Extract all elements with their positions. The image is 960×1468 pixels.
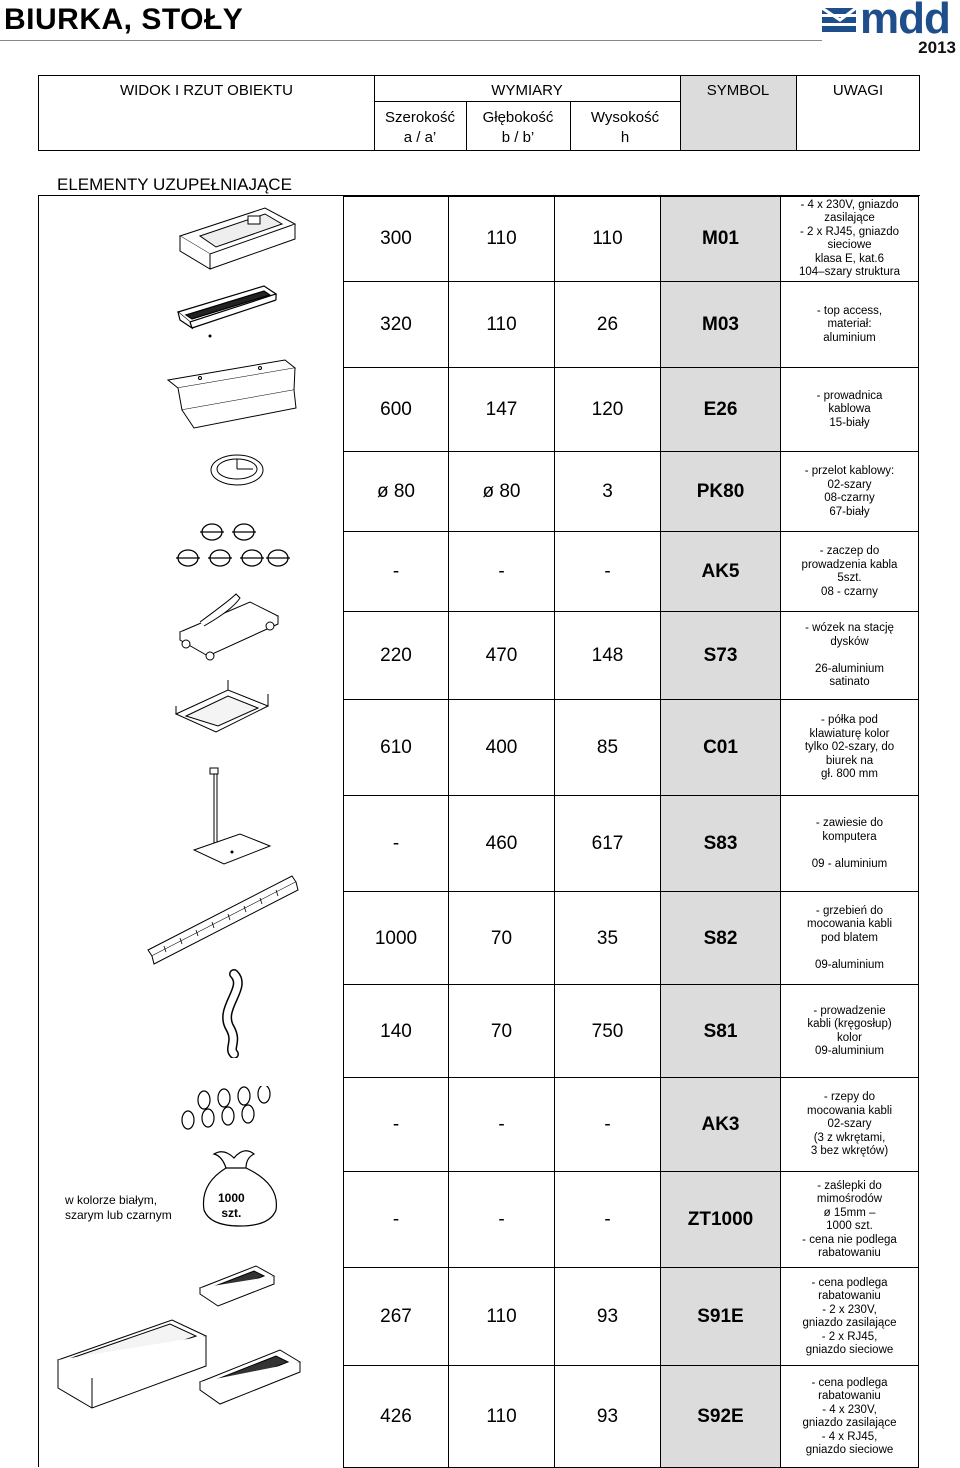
depth-cell: 470	[449, 612, 555, 700]
height-cell: -	[555, 532, 661, 612]
depth-cell: ø 80	[449, 452, 555, 532]
symbol-cell: S91E	[661, 1268, 781, 1366]
notes-cell: - zaczep do prowadzenia kabla 5szt. 08 - czarny	[781, 532, 919, 612]
s82-cable-comb-drawing	[144, 872, 300, 968]
notes-cell: - top access, materiał: aluminium	[781, 282, 919, 368]
width-cell: 426	[343, 1366, 449, 1468]
product-row	[343, 452, 919, 532]
logo-text: mdd	[860, 0, 950, 43]
symbol-cell: S92E	[661, 1366, 781, 1468]
height-cell: 750	[555, 985, 661, 1078]
width-cell: 610	[343, 700, 449, 796]
section-label: ELEMENTY UZUPEŁNIAJĄCE	[57, 175, 292, 194]
symbol-cell: S81	[661, 985, 781, 1078]
zt1000-color-note: w kolorze białym, szarym lub czarnym	[65, 1193, 172, 1222]
header-depth-label: Głębokość	[482, 109, 554, 126]
width-cell: 300	[343, 196, 449, 282]
s73-cpu-cart-drawing	[170, 592, 282, 664]
depth-cell: 110	[449, 282, 555, 368]
product-row	[343, 892, 919, 985]
depth-cell: 460	[449, 796, 555, 892]
symbol-cell: S82	[661, 892, 781, 985]
notes-cell: - cena podlega rabatowaniu - 2 x 230V, gniazdo zasilające - 2 x RJ45, gniazdo sieciowe	[781, 1268, 919, 1366]
product-row	[343, 1268, 919, 1366]
header-width-sub: a / a’	[403, 129, 437, 146]
symbol-cell: E26	[661, 368, 781, 452]
height-cell: 148	[555, 612, 661, 700]
logo-year: 2013	[918, 38, 956, 57]
symbol-cell: AK3	[661, 1078, 781, 1172]
product-row	[343, 700, 919, 796]
product-row	[343, 532, 919, 612]
header-width-label: Szerokość	[384, 109, 456, 126]
notes-cell: - wózek na stację dysków 26-aluminium satinato	[781, 612, 919, 700]
depth-cell: 110	[449, 1268, 555, 1366]
height-cell: 3	[555, 452, 661, 532]
width-cell: 1000	[343, 892, 449, 985]
header-table	[38, 75, 920, 151]
height-cell: 110	[555, 196, 661, 282]
page-title: BIURKA, STOŁY	[4, 3, 244, 36]
symbol-cell: M03	[661, 282, 781, 368]
m01-socket-box-drawing	[170, 196, 300, 276]
header-symbol: SYMBOL	[706, 82, 770, 99]
ak5-clip-drawing	[172, 518, 292, 574]
notes-cell: - prowadnica kablowa 15-biały	[781, 368, 919, 452]
depth-cell: 110	[449, 1366, 555, 1468]
width-cell: 267	[343, 1268, 449, 1366]
product-row	[343, 1078, 919, 1172]
notes-cell: - prowadzenie kabli (kręgosłup) kolor 09-aluminium	[781, 985, 919, 1078]
header-depth-sub: b / b’	[501, 129, 535, 146]
depth-cell: -	[449, 1078, 555, 1172]
table-left-border	[38, 195, 39, 1467]
width-cell: -	[343, 1172, 449, 1268]
height-cell: 93	[555, 1366, 661, 1468]
width-cell: 600	[343, 368, 449, 452]
height-cell: -	[555, 1078, 661, 1172]
zt1000-qty-label: 1000 szt.	[218, 1191, 245, 1220]
symbol-cell: C01	[661, 700, 781, 796]
m03-top-access-drawing	[172, 282, 302, 344]
notes-cell: - przelot kablowy: 02-szary 08-czarny 67-biały	[781, 452, 919, 532]
notes-cell: - półka pod klawiaturę kolor tylko 02-szary, do biurek na gł. 800 mm	[781, 700, 919, 796]
width-cell: 320	[343, 282, 449, 368]
product-row	[343, 368, 919, 452]
width-cell: 220	[343, 612, 449, 700]
pk80-grommet-drawing	[208, 452, 266, 492]
depth-cell: -	[449, 1172, 555, 1268]
depth-cell: -	[449, 532, 555, 612]
logo-mark-icon	[820, 4, 860, 44]
width-cell: -	[343, 1078, 449, 1172]
depth-cell: 147	[449, 368, 555, 452]
symbol-cell: PK80	[661, 452, 781, 532]
header-height-label: Wysokość	[590, 109, 660, 126]
s81-cable-spine-drawing	[208, 968, 262, 1058]
product-row	[343, 282, 919, 368]
width-cell: ø 80	[343, 452, 449, 532]
product-row	[343, 985, 919, 1078]
product-row	[343, 196, 919, 282]
notes-cell: - cena podlega rabatowaniu - 4 x 230V, gniazdo zasilające - 4 x RJ45, gniazdo sieciowe	[781, 1366, 919, 1468]
product-row	[343, 612, 919, 700]
symbol-cell: M01	[661, 196, 781, 282]
height-cell: 85	[555, 700, 661, 796]
notes-cell: - zaślepki do mimośrodów ø 15mm – 1000 szt. - cena nie podlega rabatowaniu	[781, 1172, 919, 1268]
notes-cell: - rzepy do mocowania kabli 02-szary (3 z wkrętami, 3 bez wkrętów)	[781, 1078, 919, 1172]
c01-keyboard-shelf-drawing	[168, 676, 276, 746]
s92e-socket-box-drawing	[196, 1346, 304, 1412]
height-cell: 93	[555, 1268, 661, 1366]
title-divider	[0, 40, 822, 41]
header-view: WIDOK I RZUT OBIEKTU	[119, 82, 294, 99]
height-cell: 120	[555, 368, 661, 452]
header-notes: UWAGI	[832, 82, 884, 99]
s91e-box-iso-drawing	[52, 1300, 212, 1412]
symbol-cell: AK5	[661, 532, 781, 612]
header-height-sub: h	[620, 129, 630, 146]
depth-cell: 70	[449, 892, 555, 985]
e26-cable-tray-drawing	[160, 350, 300, 434]
mdd-logo	[820, 2, 960, 58]
ak3-velcro-strap-drawing	[176, 1086, 276, 1136]
header-dimensions: WYMIARY	[491, 82, 563, 99]
s83-pc-holder-drawing	[190, 766, 274, 870]
depth-cell: 110	[449, 196, 555, 282]
width-cell: -	[343, 532, 449, 612]
product-row	[343, 1366, 919, 1468]
symbol-cell: S73	[661, 612, 781, 700]
height-cell: 35	[555, 892, 661, 985]
height-cell: 617	[555, 796, 661, 892]
product-row	[343, 796, 919, 892]
notes-cell: - grzebień do mocowania kabli pod blatem 09-aluminium	[781, 892, 919, 985]
depth-cell: 400	[449, 700, 555, 796]
height-cell: -	[555, 1172, 661, 1268]
depth-cell: 70	[449, 985, 555, 1078]
notes-cell: - 4 x 230V, gniazdo zasilające - 2 x RJ45, gniazdo sieciowe klasa E, kat.6 104–szary struktura	[781, 196, 919, 282]
width-cell: 140	[343, 985, 449, 1078]
height-cell: 26	[555, 282, 661, 368]
rows-top-border	[343, 196, 919, 197]
notes-cell: - zawiesie do komputera 09 - aluminium	[781, 796, 919, 892]
symbol-cell: S83	[661, 796, 781, 892]
symbol-cell: ZT1000	[661, 1172, 781, 1268]
width-cell: -	[343, 796, 449, 892]
product-row	[343, 1172, 919, 1268]
